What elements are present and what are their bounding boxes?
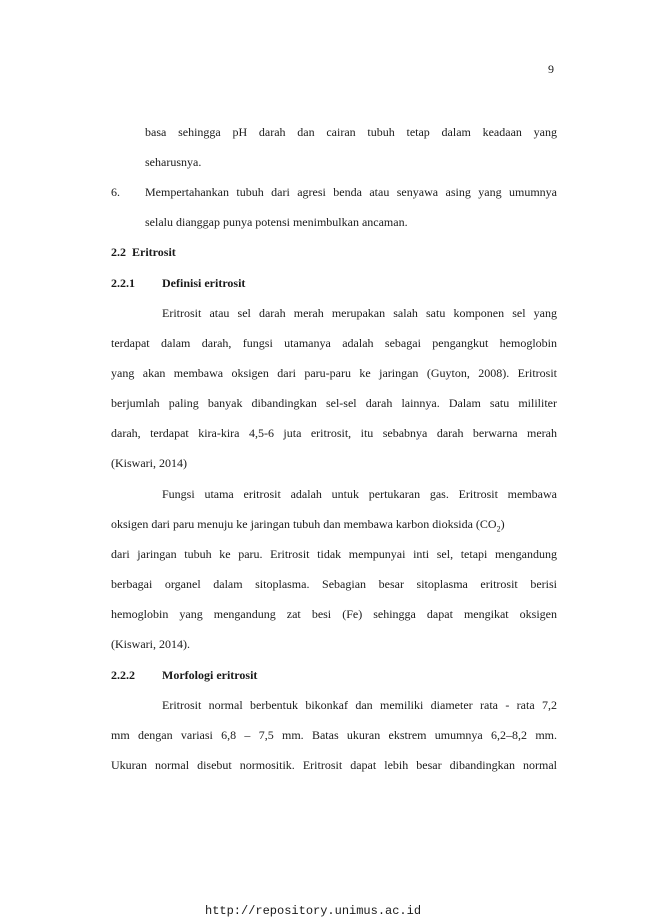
section-2-2-2-title: Morfologi eritrosit (162, 668, 258, 682)
list-continuation-line-1: basa sehingga pH darah dan cairan tubuh tetap dalam keadaan yang (145, 125, 557, 139)
para-fungsi-line-5: hemoglobin yang mengandung zat besi (Fe) sehingga dapat mengikat oksigen (111, 607, 557, 621)
co2-close: ) (500, 517, 505, 531)
para-fungsi-line-4: berbagai organel dalam sitoplasma. Sebagian besar sitoplasma eritrosit berisi (111, 577, 557, 591)
section-2-2-1-heading (111, 276, 245, 291)
section-2-2-number: 2.2 (111, 245, 126, 259)
para-definisi-line-5: darah, terdapat kira-kira 4,5-6 juta eritrosit, itu sebabnya darah berwarna merah (111, 426, 557, 440)
footer-url: http://repository.unimus.ac.id (205, 904, 422, 918)
list-item-6-line-1: Mempertahankan tubuh dari agresi benda atau senyawa asing yang umumnya (145, 185, 557, 199)
para-morfologi-line-1: Eritrosit normal berbentuk bikonkaf dan memiliki diameter rata - rata 7,2 (162, 698, 557, 712)
list-item-6-number: 6. (111, 185, 120, 199)
para-fungsi-line-2-text: oksigen dari paru menuju ke jaringan tubuh dan membawa karbon dioksida (CO (111, 517, 497, 531)
para-fungsi-line-2 (111, 517, 557, 532)
section-2-2-2-heading (111, 668, 257, 683)
section-2-2-title: Eritrosit (132, 245, 176, 259)
para-definisi-line-1: Eritrosit atau sel darah merah merupakan salah satu komponen sel yang (162, 306, 557, 320)
co2-subscript: 2 (496, 524, 501, 534)
para-fungsi-line-6: (Kiswari, 2014). (111, 637, 190, 651)
para-definisi-line-4: berjumlah paling banyak dibandingkan sel-sel darah lainnya. Dalam satu mililiter (111, 396, 557, 410)
para-definisi-line-6: (Kiswari, 2014) (111, 456, 187, 470)
section-2-2-2-number: 2.2.2 (111, 668, 135, 682)
list-item-6-line-2: selalu dianggap punya potensi menimbulkan ancaman. (145, 215, 408, 229)
para-fungsi-line-1: Fungsi utama eritrosit adalah untuk pertukaran gas. Eritrosit membawa (162, 487, 557, 501)
para-definisi-line-3: yang akan membawa oksigen dari paru-paru ke jaringan (Guyton, 2008). Eritrosit (111, 366, 557, 380)
para-morfologi-line-2: mm dengan variasi 6,8 – 7,5 mm. Batas ukuran ekstrem umumnya 6,2–8,2 mm. (111, 728, 557, 742)
section-2-2-1-number: 2.2.1 (111, 276, 135, 290)
para-definisi-line-2: terdapat dalam darah, fungsi utamanya adalah sebagai pengangkut hemoglobin (111, 336, 557, 350)
list-continuation-line-2: seharusnya. (145, 155, 202, 169)
page-number: 9 (548, 62, 554, 76)
para-morfologi-line-3: Ukuran normal disebut normositik. Eritrosit dapat lebih besar dibandingkan normal (111, 758, 557, 772)
para-fungsi-line-3: dari jaringan tubuh ke paru. Eritrosit tidak mempunyai inti sel, tetapi mengandung (111, 547, 557, 561)
section-2-2-heading (111, 245, 176, 260)
section-2-2-1-title: Definisi eritrosit (162, 276, 246, 290)
